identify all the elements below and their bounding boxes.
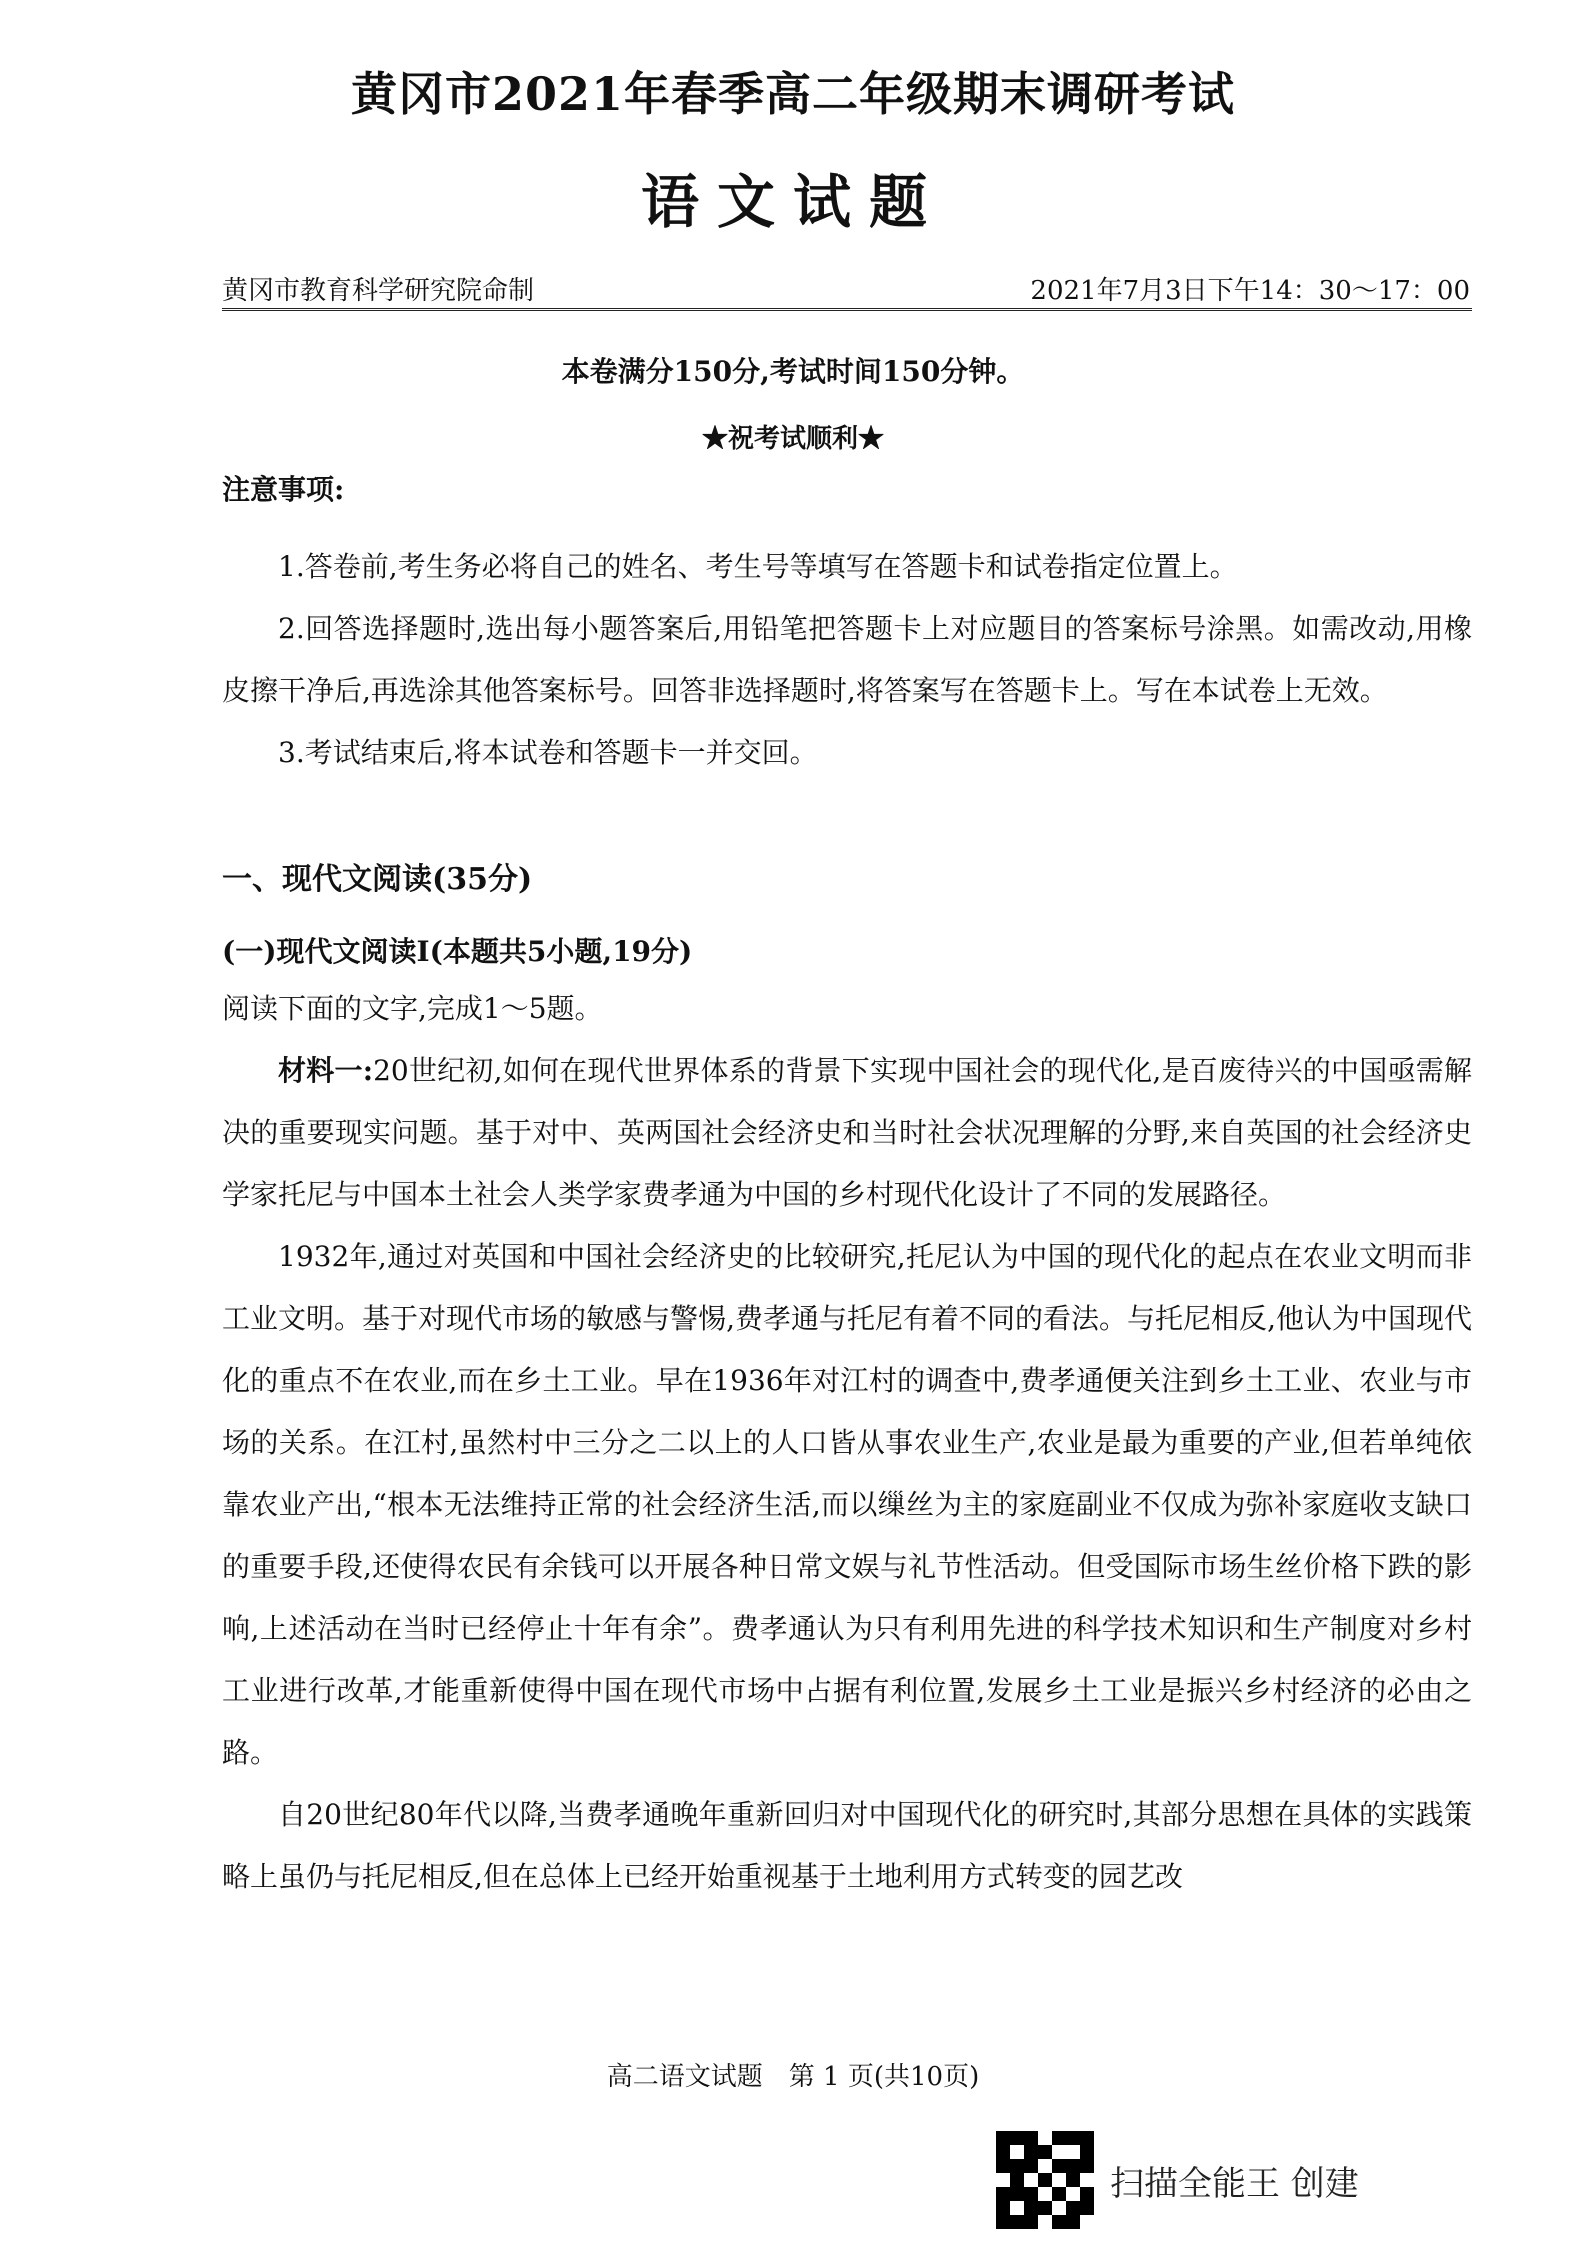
section-heading: 一、现代文阅读(35分) — [222, 862, 533, 897]
score-time-line: 本卷满分150分,考试时间150分钟。 — [561, 355, 1025, 388]
material-paragraph-1 — [222, 1040, 1472, 1226]
issuer-line: 黄冈市教育科学研究院命制 — [222, 276, 535, 306]
material-text-1: 20世纪初,如何在现代世界体系的背景下实现中国社会的现代化,是百废待兴的中国亟需解决的重要现实问题。基于对中、英两国社会经济史和当时社会状况理解的分野,来自英国的社会经济史学家托尼与中国本土社会人类学家费孝通为中国的乡村现代化设计了不同的发展路径。 — [222, 1054, 1473, 1211]
good-luck-line: ★祝考试顺利★ — [701, 424, 884, 454]
header-rule — [222, 308, 1472, 311]
notice-list — [222, 536, 1472, 784]
material-label: 材料一: — [278, 1054, 374, 1087]
page-footer: 高二语文试题 第 1 页(共10页) — [606, 2062, 980, 2092]
scanner-watermark — [996, 2130, 1359, 2230]
exam-title: 黄冈市2021年春季高二年级期末调研考试 — [350, 67, 1236, 121]
sub-section-heading: (一)现代文阅读Ⅰ(本题共5小题,19分) — [222, 935, 693, 968]
material-paragraph-3: 自20世纪80年代以降,当费孝通晚年重新回归对中国现代化的研究时,其部分思想在具体的实践策略上虽仍与托尼相反,但在总体上已经开始重视基于土地利用方式转变的园艺改 — [222, 1798, 1472, 1893]
watermark-text: 扫描全能王 创建 — [1110, 2163, 1359, 2204]
exam-time: 2021年7月3日下午14：30～17：00 — [1030, 276, 1470, 306]
notice-heading: 注意事项: — [222, 473, 345, 506]
notice-item-3: 3.考试结束后,将本试卷和答题卡一并交回。 — [278, 736, 818, 769]
material-paragraph-2: 1932年,通过对英国和中国社会经济史的比较研究,托尼认为中国的现代化的起点在农业文明而非工业文明。基于对现代市场的敏感与警惕,费孝通与托尼有着不同的看法。与托尼相反,他认为中国现代化的重点不在农业,而在乡土工业。早在1936年对江村的调查中,费孝通便关注到乡土工业、农业与市场的关系。在江村,虽然村中三分之二以上的人口皆从事农业生产,农业是最为重要的产业,但若单纯依靠农业产出,“根本无法维持正常的社会经济生活,而以缫丝为主的家庭副业不仅成为弥补家庭收支缺口的重要手段,还使得农民有余钱可以开展各种日常文娱与礼节性活动。但受国际市场生丝价格下跌的影响,上述活动在当时已经停止十年有余”。费孝通认为只有利用先进的科学技术知识和生产制度对乡村工业进行改革,才能重新使得中国在现代市场中占据有利位置,发展乡土工业是振兴乡村经济的必由之路。 — [222, 1240, 1472, 1769]
notice-item-2: 2.回答选择题时,选出每小题答案后,用铅笔把答题卡上对应题目的答案标号涂黑。如需改动,用橡皮擦干净后,再选涂其他答案标号。回答非选择题时,将答案写在答题卡上。写在本试卷上无效。 — [222, 612, 1472, 707]
paper-title: 语文试题 — [640, 168, 945, 236]
reading-passage — [222, 978, 1472, 1908]
notice-item-1: 1.答卷前,考生务必将自己的姓名、考生号等填写在答题卡和试卷指定位置上。 — [278, 550, 1238, 583]
reading-instruction: 阅读下面的文字,完成1～5题。 — [222, 992, 603, 1025]
qr-code-icon — [996, 2131, 1094, 2229]
